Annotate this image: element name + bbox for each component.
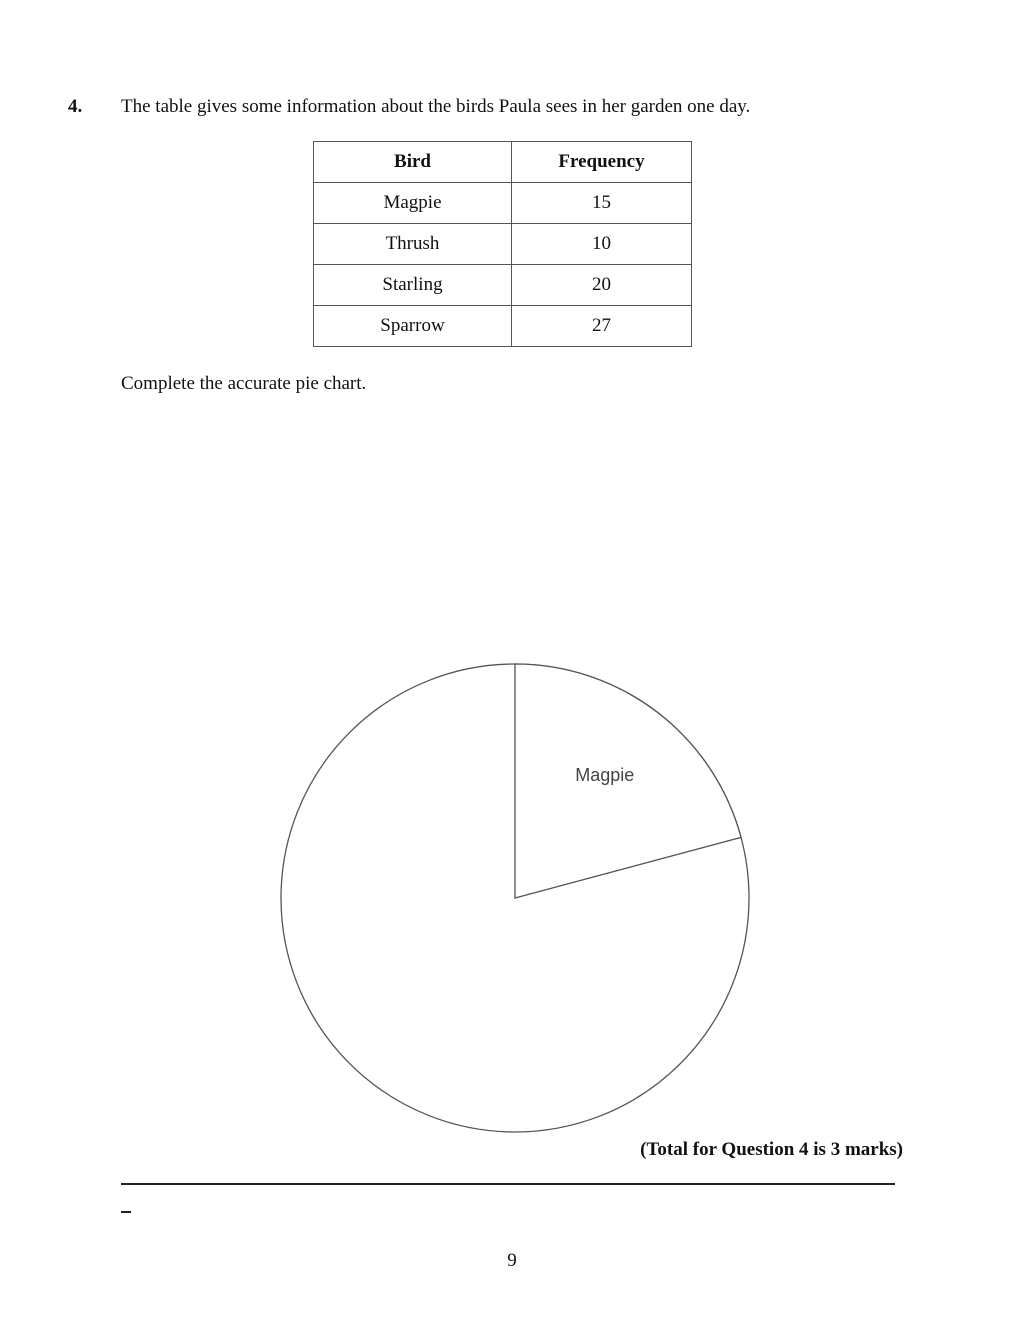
table-row xyxy=(314,265,692,306)
page-number: 9 xyxy=(507,1250,517,1271)
bird-cell: Magpie xyxy=(314,183,512,224)
question-total: (Total for Question 4 is 3 marks) xyxy=(640,1139,903,1160)
bird-cell: Sparrow xyxy=(314,306,512,347)
frequency-table xyxy=(313,141,692,347)
divider-line xyxy=(121,1183,895,1185)
table-header-row xyxy=(314,142,692,183)
header-frequency: Frequency xyxy=(512,142,692,183)
frequency-cell: 27 xyxy=(512,306,692,347)
pie-label-magpie: Magpie xyxy=(575,765,635,786)
divider-line-tail xyxy=(121,1211,131,1213)
frequency-cell: 10 xyxy=(512,224,692,265)
question-number: 4. xyxy=(68,96,83,117)
table-row xyxy=(314,183,692,224)
pie-chart xyxy=(270,650,765,1145)
bird-cell: Thrush xyxy=(314,224,512,265)
table-row xyxy=(314,224,692,265)
bird-cell: Starling xyxy=(314,265,512,306)
table-row xyxy=(314,306,692,347)
header-bird: Bird xyxy=(314,142,512,183)
question-text: The table gives some information about the birds Paula sees in her garden one day. xyxy=(121,96,751,117)
instruction-text: Complete the accurate pie chart. xyxy=(121,373,367,394)
frequency-cell: 15 xyxy=(512,183,692,224)
frequency-cell: 20 xyxy=(512,265,692,306)
